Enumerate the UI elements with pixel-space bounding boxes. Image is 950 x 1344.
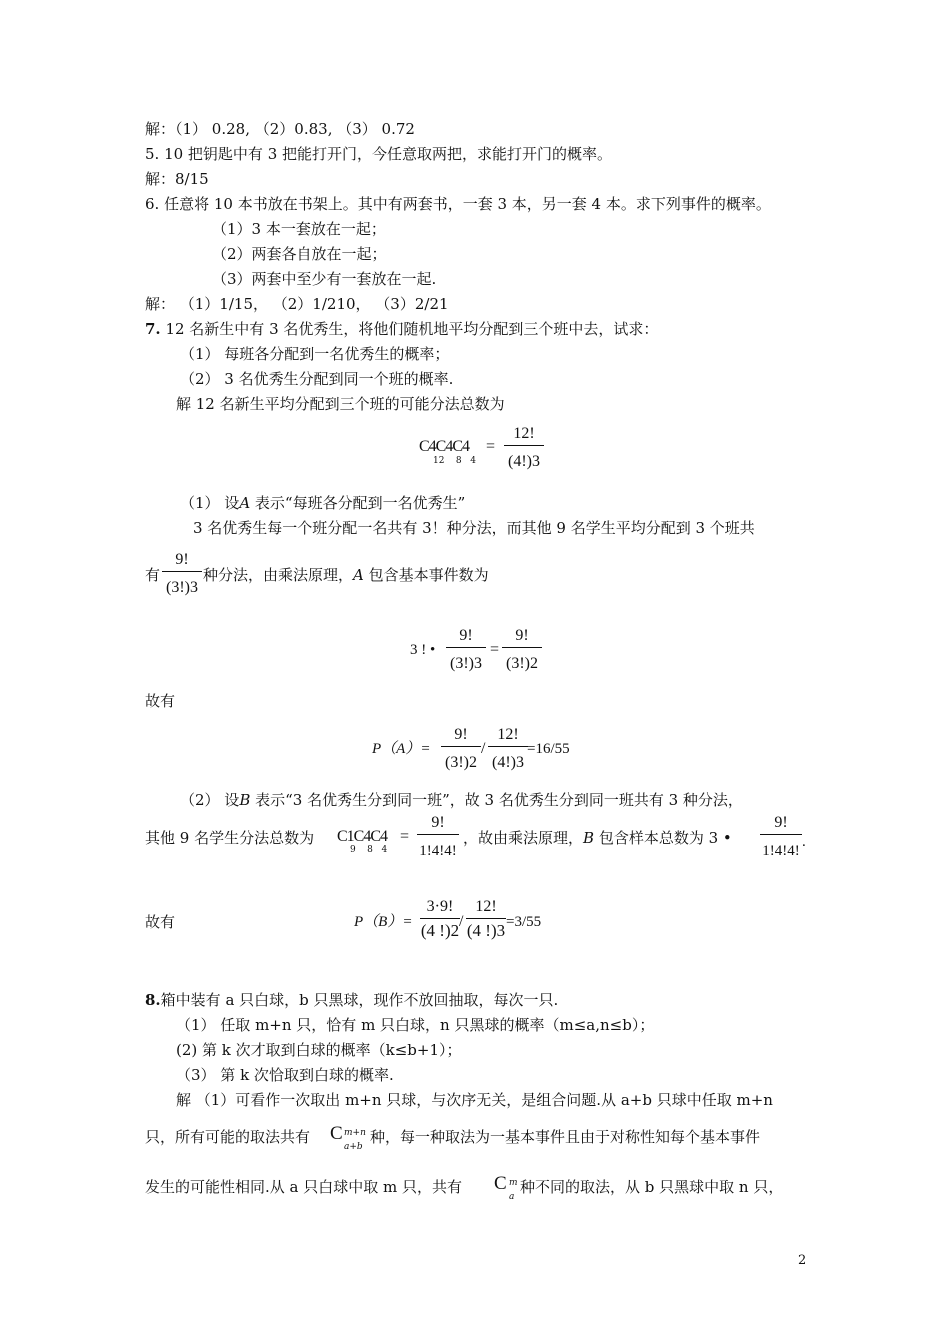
question-5: 5. 10 把钥匙中有 3 把能打开门，今任意取两把，求能打开门的概率。 (145, 145, 613, 163)
fraction-bar (466, 918, 506, 919)
formula-2-fraction (162, 550, 202, 598)
question-7-number: 7. (145, 320, 161, 338)
answer-line-4: 解：（1） 0.28, （2）0.83, （3） 0.72 (145, 120, 415, 138)
question-8 (145, 990, 558, 1010)
formula-4-fraction-2: 12! (4!)3 (488, 725, 528, 773)
solution-8-line-3-rest: 种不同的取法，从 b 只黑球中取 n 只， (520, 1178, 784, 1196)
answer-5: 解：8/15 (145, 170, 209, 188)
formula-2-denominator: (3!)3 (166, 579, 198, 596)
formula-7-fraction-2: 12! (4 !)3 (466, 898, 506, 940)
question-6-item-1: （1）3 本一套放在一起； (212, 220, 386, 238)
answer-6: 解： （1）1/15， （2）1/210， （3）2/21 (145, 295, 449, 313)
formula-4-lead: P（A）= (372, 741, 431, 757)
event-a: A (239, 494, 251, 512)
solution-8-line-2-rest: 种，每一种取法为一基本事件且由于对称性知每个基本事件 (370, 1128, 761, 1146)
formula-6-tail: . (802, 834, 806, 850)
formula-1-numerator: 12! (513, 425, 535, 442)
formula-6-fraction: 9! 1!4!4! (760, 813, 802, 861)
question-7-item-1: （1） 每班各分配到一名优秀生的概率； (180, 345, 450, 363)
formula-1-fraction (504, 424, 544, 472)
formula-3-equals: = (490, 641, 500, 658)
question-7 (145, 319, 658, 339)
question-7-item-2: （2） 3 名优秀生分配到同一个班的概率. (180, 370, 454, 388)
solution-8-line-3: 发生的可能性相同.从 a 只白球中取 m 只，共有 (145, 1178, 463, 1196)
fraction-bar (162, 571, 202, 572)
formula-7-slash: / (459, 913, 464, 930)
event-b: B (239, 791, 251, 809)
fraction-bar (504, 445, 544, 446)
formula-1-equals: = (486, 438, 496, 455)
question-8-item-1: （1） 任取 m+n 只，恰有 m 只白球，n 只黑球的概率（m≤a,n≤b）； (176, 1016, 655, 1034)
part-1-explanation: 3 名优秀生每一个班分配一名共有 3！种分法，而其他 9 名学生平均分配到 3 个班共 (193, 519, 755, 537)
solution-8-line-1: 解 （1）可看作一次取出 m+n 只球，与次序无关，是组合问题.从 a+b 只球中任取 m+n (176, 1091, 773, 1109)
formula-4-slash: / (481, 740, 486, 757)
part-1-line-2: 有 (145, 566, 161, 584)
fraction-bar (441, 746, 481, 747)
part-2-line-2: 其他 9 名学生分法总数为 (145, 829, 315, 847)
formula-5-fraction: 9! 1!4!4! (417, 813, 459, 861)
part-2-line-2-rest: ，故由乘法原理，B 包含样本总数为 3 • (463, 829, 732, 847)
solution-7-intro: 解 12 名新生平均分配到三个班的可能分法总数为 (176, 395, 505, 413)
formula-1-denominator: (4!)3 (508, 453, 540, 470)
fraction-bar (488, 746, 528, 747)
fraction-bar (502, 647, 542, 648)
fraction-bar (417, 834, 459, 835)
question-8-text: 箱中装有 a 只白球，b 只黑球，现作不放回抽取，每次一只. (160, 991, 559, 1009)
question-8-item-2: (2) 第 k 次才取到白球的概率（k≤b+1）； (176, 1041, 462, 1059)
fraction-bar (446, 647, 486, 648)
formula-5-lhs: C1C4C4 (337, 828, 388, 845)
formula-3-fraction-2: 9! (3!)2 (502, 626, 542, 674)
formula-7-fraction-1: 3·9! (4 !)2 (420, 898, 460, 940)
page-number: 2 (798, 1253, 807, 1268)
formula-5-equals: = (400, 828, 410, 845)
formula-3-lead: 3 ! • (410, 642, 436, 658)
fraction-bar (420, 918, 460, 919)
solution-8-line-2: 只，所有可能的取法共有 (145, 1128, 311, 1146)
question-8-number: 8. (145, 991, 161, 1009)
formula-1-lhs: C4C4C4 (419, 438, 470, 455)
formula-2-numerator: 9! (175, 551, 189, 568)
formula-7-lead: P（B）= (354, 914, 413, 930)
fraction-bar (760, 834, 802, 835)
formula-4-fraction-1: 9! (3!)2 (441, 725, 481, 773)
formula-4-result: =16/55 (527, 741, 570, 757)
formula-7-result: =3/55 (506, 914, 542, 930)
therefore-1: 故有 (145, 692, 176, 710)
part-1-line-2-rest: 种分法，由乘法原理，A 包含基本事件数为 (203, 566, 489, 584)
formula-1-subscripts: 12 8 4 (433, 456, 476, 466)
question-6: 6. 任意将 10 本书放在书架上。其中有两套书，一套 3 本，另一套 4 本。求下列事件的概率。 (145, 195, 771, 213)
part-1-definition: （1） 设A 表示“每班各分配到一名优秀生” (180, 494, 466, 512)
question-6-item-2: （2）两套各自放在一起； (212, 245, 387, 263)
question-6-item-3: （3）两套中至少有一套放在一起. (212, 270, 437, 288)
part-2-definition: （2） 设B 表示“3 名优秀生分到同一班”，故 3 名优秀生分到同一班共有 3 种分法， (180, 791, 743, 809)
therefore-2: 故有 (145, 913, 176, 931)
formula-3-fraction-1: 9! (3!)3 (446, 626, 486, 674)
question-7-text: 12 名新生中有 3 名优秀生，将他们随机地平均分配到三个班中去，试求： (160, 320, 659, 338)
formula-5-subscripts: 9 8 4 (350, 845, 388, 855)
question-8-item-3: （3） 第 k 次恰取到白球的概率. (176, 1066, 394, 1084)
